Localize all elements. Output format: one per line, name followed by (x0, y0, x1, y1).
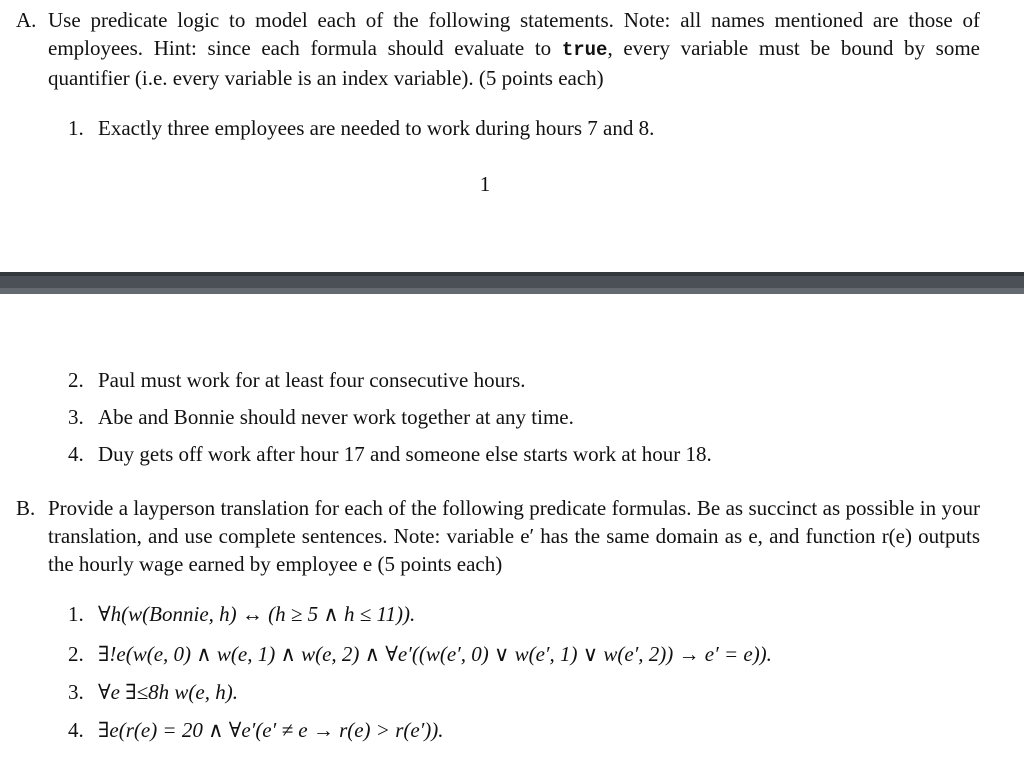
page-bottom (0, 294, 1024, 771)
page-top (0, 0, 1024, 272)
section-a-item-3 (68, 403, 574, 431)
section-a-intro-code: true (561, 39, 608, 61)
item-formula: ∀e ∃≤8h w(e, h). (98, 680, 238, 704)
section-a-item-4 (68, 440, 712, 468)
section-b-item-3 (68, 678, 238, 706)
item-formula: ∃!e(w(e, 0) ∧ w(e, 1) ∧ w(e, 2) ∧ ∀e′((w(e′, 0) ∨ w(e′, 1) ∨ w(e′, 2)) → e′ = e)). (98, 642, 772, 666)
section-a-item-1 (68, 114, 654, 142)
item-text: Duy gets off work after hour 17 and someone else starts work at hour 18. (98, 442, 712, 466)
item-number: 2. (68, 642, 84, 666)
section-b-intro: Provide a layperson translation for each of the following predicate formulas. Be as succinct as possible in your translation, and use complete sentences. Note: variable e′ has the same domain as e, and function r(e) outputs the hourly wage earned by employee e (5 points each) (48, 496, 980, 576)
section-b-item-1 (68, 600, 415, 628)
section-a (16, 6, 980, 92)
item-number: 2. (68, 368, 84, 392)
page-number: 1 (479, 172, 491, 196)
item-number: 1. (68, 116, 84, 140)
section-a-intro-pre: Use predicate logic to model each of the following statements. Note: all names mentioned are those of employees. Hint: since each formula should evaluate to (48, 8, 980, 60)
item-formula: ∀h(w(Bonnie, h) ↔ (h ≥ 5 ∧ h ≤ 11)). (98, 602, 416, 626)
section-a-intro (48, 6, 980, 92)
section-b-letter: B. (16, 496, 36, 520)
section-b-item-4 (68, 716, 444, 744)
item-number: 3. (68, 405, 84, 429)
item-number: 4. (68, 442, 84, 466)
item-text: Paul must work for at least four consecutive hours. (98, 368, 526, 392)
item-text: Exactly three employees are needed to work during hours 7 and 8. (98, 116, 655, 140)
page-separator (0, 272, 1024, 294)
item-number: 3. (68, 680, 84, 704)
item-number: 1. (68, 602, 84, 626)
section-a-item-2 (68, 366, 526, 394)
item-text: Abe and Bonnie should never work together at any time. (98, 405, 574, 429)
section-b (16, 494, 980, 578)
section-a-intro-post: , every variable must be bound by some quantifier (i.e. every variable is an index variable). (5 points each) (48, 36, 981, 90)
item-number: 4. (68, 718, 84, 742)
item-formula: ∃e(r(e) = 20 ∧ ∀e′(e′ ≠ e → r(e) > r(e′)). (98, 718, 444, 742)
section-b-item-2 (68, 640, 772, 668)
section-a-letter: A. (16, 8, 37, 32)
